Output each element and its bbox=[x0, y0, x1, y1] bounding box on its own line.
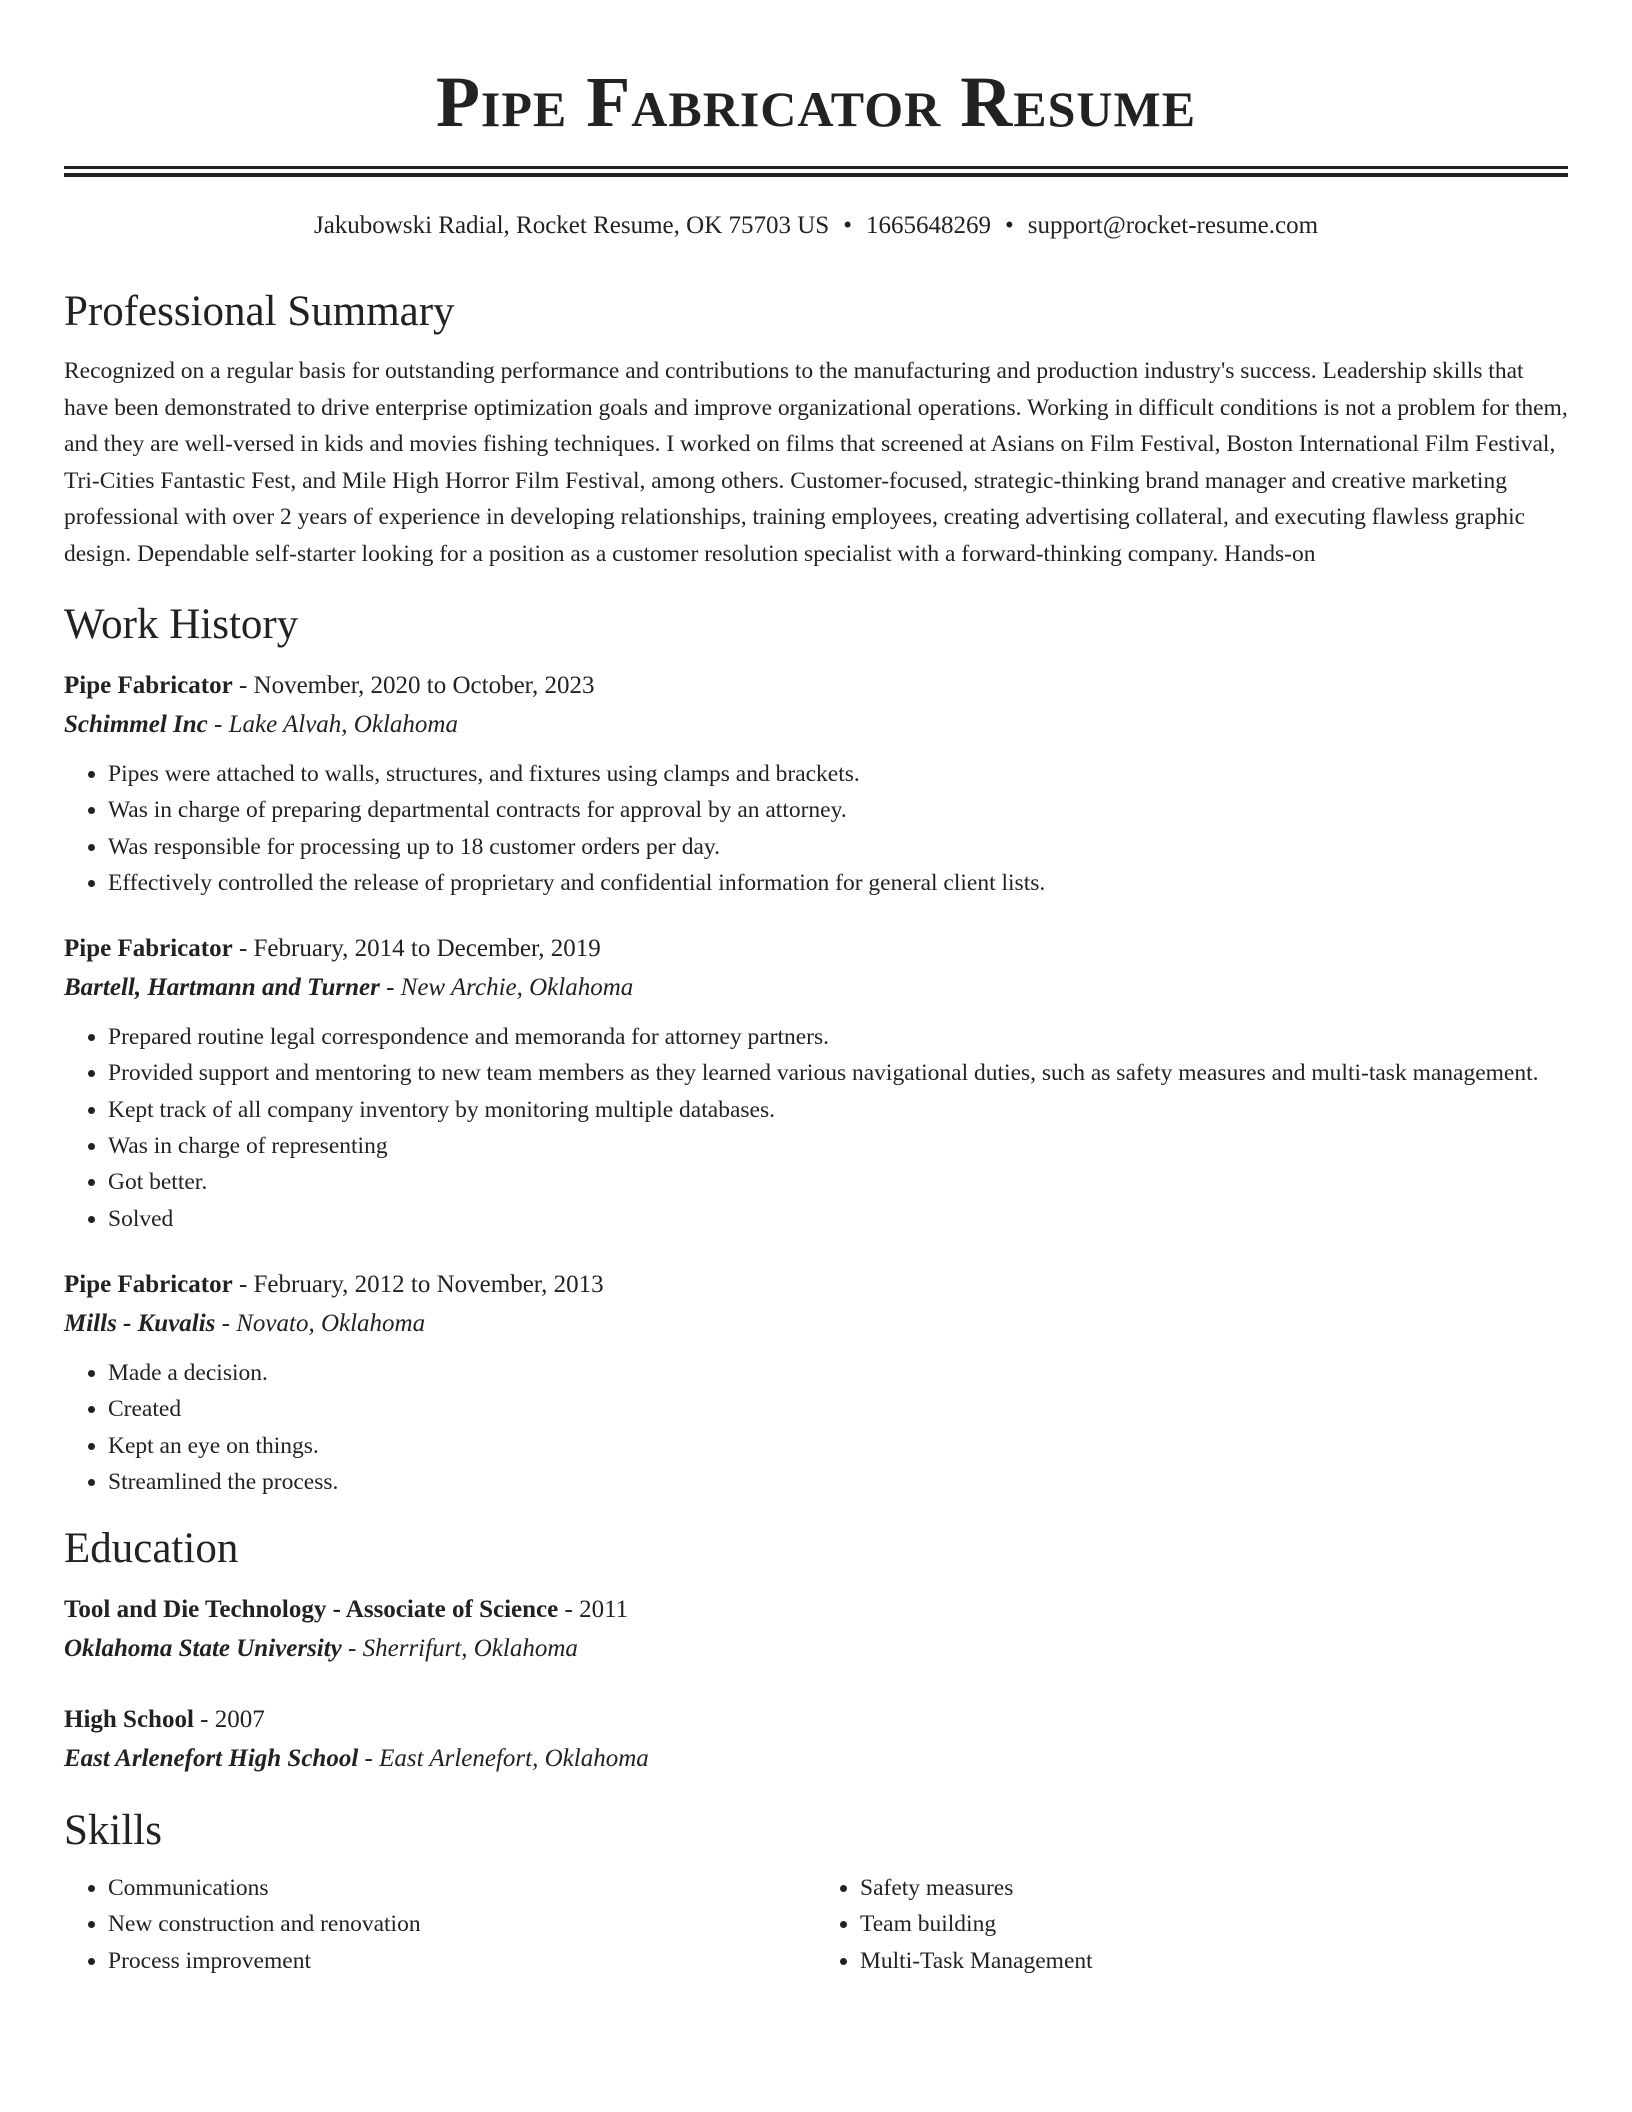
contact-phone: 1665648269 bbox=[865, 212, 991, 239]
job-company: Mills - Kuvalis bbox=[64, 1309, 216, 1337]
job-title: Pipe Fabricator bbox=[64, 1270, 233, 1298]
education-school: East Arlenefort High School bbox=[64, 1745, 359, 1773]
job-company-line bbox=[64, 1304, 1568, 1343]
list-item: • Kept track of all company inventory by monitoring multiple databases. bbox=[108, 1092, 1568, 1128]
contact-line bbox=[64, 209, 1568, 243]
education-entry bbox=[64, 1700, 1568, 1778]
list-item: • Was in charge of representing bbox=[108, 1128, 1568, 1164]
job-dates: - November, 2020 to October, 2023 bbox=[232, 672, 595, 699]
skills-column-left bbox=[64, 1870, 816, 1979]
contact-email: support@rocket-resume.com bbox=[1027, 212, 1319, 239]
job-duties bbox=[64, 1019, 1568, 1237]
list-item: • Created bbox=[108, 1391, 1568, 1427]
list-item: • Was responsible for processing up to 18 customer orders per day. bbox=[108, 829, 1568, 865]
list-item: • Solved bbox=[108, 1201, 1568, 1237]
job-company: Bartell, Hartmann and Turner bbox=[64, 974, 380, 1002]
summary-heading: Professional Summary bbox=[64, 288, 455, 335]
contact-address: Jakubowski Radial, Rocket Resume, OK 75703 US bbox=[313, 212, 830, 239]
summary-text: Recognized on a regular basis for outstanding performance and contributions to the manufacturing and production industry's success. Leadership skills that have been demonstrated to drive enterprise optimization goals and improve organizational operations. Working in difficult conditions is not a problem for them, and they are well-versed in kids and movies fishing techniques. I worked on films that screened at Asians on Film Festival, Boston International Film Festival, Tri-Cities Fantastic Fest, and Mile High Horror Film Festival, among others. Customer-focused, strategic-thinking brand manager and creative marketing professional with over 2 years of experience in developing relationships, training employees, creating advertising collateral, and executing flawless graphic design. Dependable self-starter looking for a position as a customer resolution specialist with a forward-thinking company. Hands-on bbox=[64, 358, 1568, 567]
contact-separator: • bbox=[1004, 212, 1014, 239]
job-dates: - February, 2014 to December, 2019 bbox=[232, 935, 601, 963]
skill-item: • Communications bbox=[108, 1870, 816, 1906]
job-title-line bbox=[64, 666, 1568, 705]
education-year: - 2011 bbox=[558, 1596, 629, 1624]
education-school-line bbox=[64, 1739, 1568, 1778]
job-location: - New Archie, Oklahoma bbox=[379, 974, 634, 1002]
job-title-line bbox=[64, 1265, 1568, 1304]
job-entry bbox=[64, 1265, 1568, 1500]
education-degree: Tool and Die Technology - Associate of Science bbox=[64, 1596, 559, 1624]
work-history-heading: Work History bbox=[64, 601, 299, 648]
skills-column-right bbox=[816, 1870, 1568, 1979]
education-entry bbox=[64, 1590, 1568, 1668]
education-location: - East Arlenefort, Oklahoma bbox=[358, 1745, 649, 1773]
education-degree-line bbox=[64, 1700, 1568, 1739]
list-item: • Kept an eye on things. bbox=[108, 1428, 1568, 1464]
job-location: - Lake Alvah, Oklahoma bbox=[207, 711, 458, 738]
job-title: Pipe Fabricator bbox=[64, 672, 233, 699]
job-duties bbox=[64, 756, 1568, 901]
skill-item: • Team building bbox=[860, 1906, 1568, 1942]
skills-list bbox=[64, 1870, 1568, 1979]
list-item: • Streamlined the process. bbox=[108, 1464, 1568, 1500]
job-dates: - February, 2012 to November, 2013 bbox=[232, 1270, 604, 1298]
skills-heading: Skills bbox=[64, 1807, 162, 1855]
list-item: • Made a decision. bbox=[108, 1355, 1568, 1391]
job-company: Schimmel Inc bbox=[64, 711, 208, 738]
contact-separator: • bbox=[843, 212, 852, 239]
skill-item: • Multi-Task Management bbox=[860, 1943, 1568, 1979]
page-title: Pipe Fabricator Resume bbox=[435, 62, 1197, 142]
education-location: - Sherrifurt, Oklahoma bbox=[341, 1635, 578, 1663]
skill-item: • New construction and renovation bbox=[108, 1906, 816, 1942]
skill-item: • Safety measures bbox=[860, 1870, 1568, 1906]
job-duties bbox=[64, 1355, 1568, 1500]
education-degree: High School bbox=[64, 1706, 194, 1734]
list-item: • Effectively controlled the release of proprietary and confidential information for general client lists. bbox=[108, 865, 1568, 901]
job-entry bbox=[64, 666, 1568, 901]
list-item: • Pipes were attached to walls, structures, and fixtures using clamps and brackets. bbox=[108, 756, 1568, 792]
skill-item: • Process improvement bbox=[108, 1943, 816, 1979]
education-degree-line bbox=[64, 1590, 1568, 1629]
title-divider bbox=[64, 166, 1568, 177]
job-entry bbox=[64, 929, 1568, 1237]
education-school: Oklahoma State University bbox=[64, 1635, 342, 1663]
list-item: • Got better. bbox=[108, 1164, 1568, 1200]
list-item: • Was in charge of preparing departmental contracts for approval by an attorney. bbox=[108, 792, 1568, 828]
education-year: - 2007 bbox=[193, 1706, 265, 1734]
education-school-line bbox=[64, 1629, 1568, 1668]
job-company-line bbox=[64, 705, 1568, 744]
list-item: • Prepared routine legal correspondence and memoranda for attorney partners. bbox=[108, 1019, 1568, 1055]
job-location: - Novato, Oklahoma bbox=[215, 1309, 426, 1337]
education-heading: Education bbox=[64, 1525, 239, 1573]
list-item: • Provided support and mentoring to new team members as they learned various navigational duties, such as safety measures and multi-task management. bbox=[108, 1055, 1568, 1091]
job-title: Pipe Fabricator bbox=[64, 935, 233, 963]
job-title-line bbox=[64, 929, 1568, 968]
job-company-line bbox=[64, 968, 1568, 1007]
